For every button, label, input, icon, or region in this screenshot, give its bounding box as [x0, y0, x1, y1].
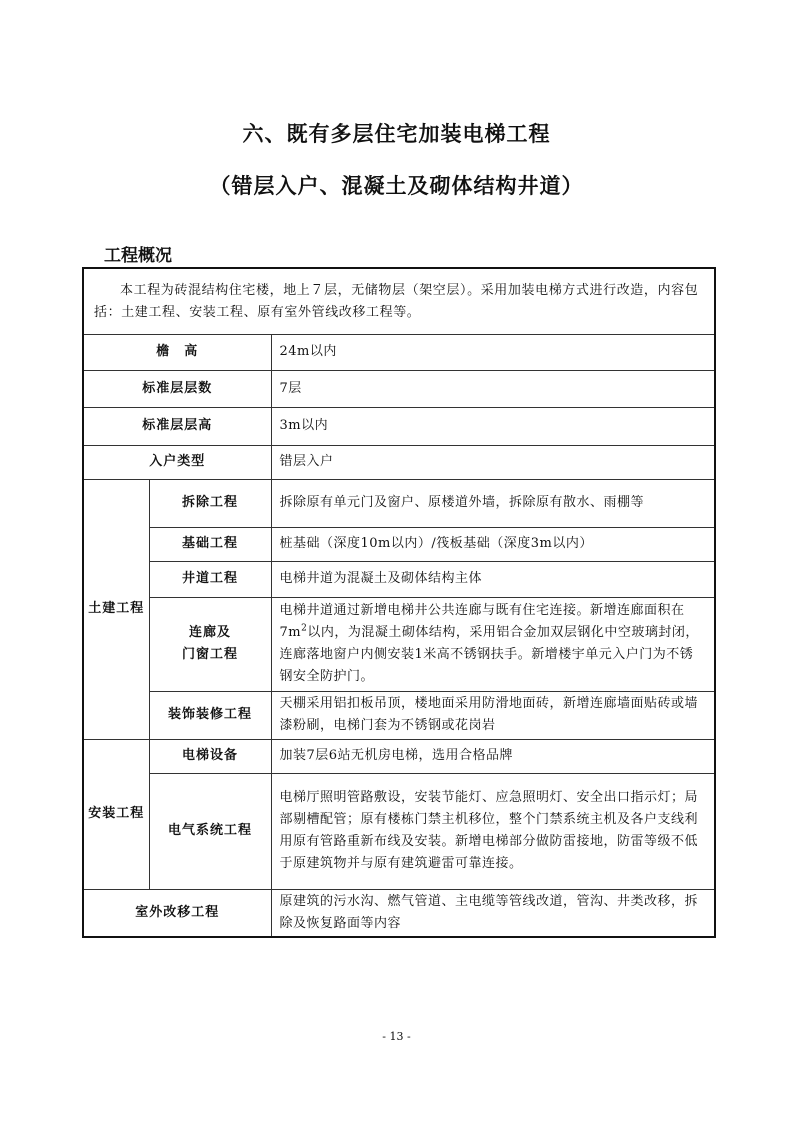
table-row	[83, 370, 715, 407]
page-number: - 13 -	[382, 1030, 411, 1043]
table-row	[83, 445, 715, 479]
table-row	[83, 479, 715, 527]
elevator-label: 电梯设备	[149, 739, 271, 773]
corridor-label-line1: 连廊及	[188, 625, 231, 640]
outdoor-value: 原建筑的污水沟、燃气管道、主电缆等管线改道，管沟、井类改移，拆除及恢复路面等内容	[271, 889, 715, 937]
table-row	[83, 527, 715, 561]
table-row	[83, 561, 715, 597]
shaft-label: 井道工程	[149, 561, 271, 597]
foundation-value: 桩基础（深度10m以内）/筏板基础（深度3m以内）	[271, 527, 715, 561]
eave-height-value: 24m以内	[271, 334, 715, 370]
demolition-value: 拆除原有单元门及窗户、原楼道外墙，拆除原有散水、雨棚等	[271, 479, 715, 527]
electrical-label: 电气系统工程	[149, 773, 271, 889]
table-row	[83, 691, 715, 739]
floor-height-label: 标准层层高	[83, 407, 271, 445]
floors-value: 7层	[271, 370, 715, 407]
overview-table	[82, 267, 716, 938]
intro-text: 本工程为砖混结构住宅楼，地上７层，无储物层（架空层）。采用加装电梯方式进行改造，内容包括：土建工程、安装工程、原有室外管线改移工程等。	[83, 268, 715, 334]
eave-height-label: 檐 高	[83, 334, 271, 370]
elevator-value: 加装7层6站无机房电梯，选用合格品牌	[271, 739, 715, 773]
entry-type-label: 入户类型	[83, 445, 271, 479]
table-row	[83, 597, 715, 691]
table-row	[83, 773, 715, 889]
entry-type-value: 错层入户	[271, 445, 715, 479]
installation-group-label: 安装工程	[83, 739, 149, 889]
electrical-value: 电梯厅照明管路敷设，安装节能灯、应急照明灯、安全出口指示灯；局部剔槽配管；原有楼栋门禁主机移位，整个门禁系统主机及各户支线利用原有管路重新布线及安装。新增电梯部分做防雷接地，防雷等级不低于原建筑物并与原有建筑避雷可靠连接。	[271, 773, 715, 889]
corridor-label	[149, 597, 271, 691]
superscript-2: 2	[301, 623, 308, 634]
corridor-label-line2: 门窗工程	[181, 647, 238, 662]
outdoor-label: 室外改移工程	[83, 889, 271, 937]
foundation-label: 基础工程	[149, 527, 271, 561]
floor-height-value: 3m以内	[271, 407, 715, 445]
table-row	[83, 889, 715, 937]
intro-row	[83, 268, 715, 334]
decoration-label: 装饰装修工程	[149, 691, 271, 739]
demolition-label: 拆除工程	[149, 479, 271, 527]
civil-works-group-label: 土建工程	[83, 479, 149, 739]
shaft-value: 电梯井道为混凝土及砌体结构主体	[271, 561, 715, 597]
section-heading: 工程概况	[104, 246, 172, 266]
corridor-value	[271, 597, 715, 691]
corridor-value-part1: 电梯井道通过新增电梯井公共连廊与既有住宅连接。新增连廊面积在7m	[279, 603, 685, 640]
document-title-line1: 六、既有多层住宅加装电梯工程	[242, 122, 551, 146]
table-row	[83, 739, 715, 773]
floors-label: 标准层层数	[83, 370, 271, 407]
corridor-value-part2: 以内，为混凝土砌体结构，采用铝合金加双层钢化中空玻璃封闭，连廊落地窗户内侧安装1米高不锈钢扶手。新增楼宇单元入户门为不锈钢安全防护门。	[279, 625, 699, 684]
table-row	[83, 334, 715, 370]
document-title-line2: （错层入户、混凝土及砌体结构井道）	[209, 174, 584, 198]
decoration-value: 天棚采用铝扣板吊顶，楼地面采用防滑地面砖，新增连廊墙面贴砖或墙漆粉刷，电梯门套为不锈钢或花岗岩	[271, 691, 715, 739]
table-row	[83, 407, 715, 445]
